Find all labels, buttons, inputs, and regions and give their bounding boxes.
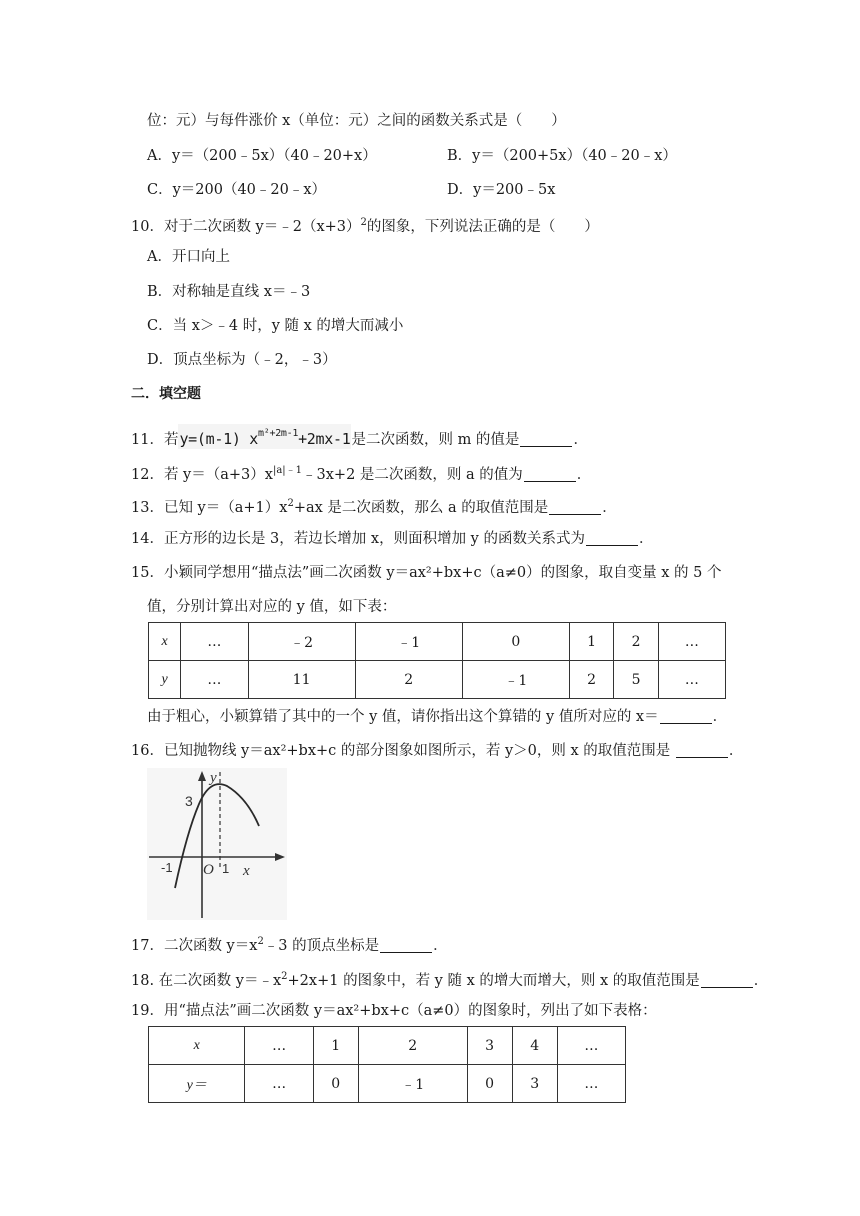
q19-table-row-y: [149, 1065, 626, 1103]
q18-prefix: 18. 在二次函数 y＝﹣x: [131, 973, 282, 989]
q12-end: ．: [576, 467, 592, 483]
q19-table-row-x: [149, 1027, 626, 1065]
q17-answer-blank[interactable]: [380, 937, 432, 953]
q19-stem: 19．用“描点法”画二次函数 y＝ax²+bx+c（a≠0）的图象时，列出了如下表格：: [131, 1003, 657, 1019]
q11-formula-image: [178, 424, 351, 449]
q9-option-a: A．y＝（200﹣5x）（40﹣20+x）: [147, 148, 377, 164]
q15-answer-blank[interactable]: [660, 708, 712, 724]
q15-line1: 15．小颖同学想用“描点法”画二次函数 y＝ax²+bx+c（a≠0）的图象，取自变量 x 的 5 个: [131, 565, 722, 581]
q18-stem: [131, 967, 768, 991]
table-cell: …: [181, 661, 248, 699]
q15-table-row-x: [149, 623, 726, 661]
table-cell: ﹣1: [355, 623, 462, 661]
table-cell: x: [149, 1027, 245, 1065]
q13-answer-blank[interactable]: [549, 499, 601, 515]
q11-answer-blank[interactable]: [520, 431, 572, 447]
q10-stem-pre: 10．对于二次函数 y＝﹣2（x+3）: [131, 219, 361, 235]
table-cell: 0: [467, 1065, 512, 1103]
table-cell: 2: [569, 661, 613, 699]
table-cell: …: [658, 661, 725, 699]
q15-end: ．: [712, 709, 728, 725]
q17-exponent: 2: [257, 936, 264, 947]
table-cell: ﹣1: [358, 1065, 467, 1103]
table-cell: 1: [313, 1027, 358, 1065]
x-tick-1: 1: [222, 861, 230, 876]
x-axis-label: x: [243, 863, 250, 879]
q13-prefix: 13．已知 y＝（a+1）x: [131, 500, 288, 516]
y-tick-3: 3: [185, 793, 193, 809]
x-tick-neg1: -1: [161, 860, 173, 875]
table-cell: 11: [248, 661, 355, 699]
table-cell: ﹣1: [462, 661, 569, 699]
q9-stem: 位：元）与每件涨价 x（单位：元）之间的函数关系式是（ ）: [147, 113, 566, 129]
q18-exponent: 2: [281, 971, 288, 982]
y-axis-label: y: [210, 770, 217, 786]
q18-end: ．: [753, 973, 769, 989]
q11-formula-base: y=(m-1) x: [179, 430, 259, 448]
table-cell: 2: [358, 1027, 467, 1065]
q10-stem-post: 的图象，下列说法正确的是（ ）: [366, 219, 599, 235]
q12-prefix: 12．若 y＝（a+3）x: [131, 467, 273, 483]
table-cell: y: [149, 661, 181, 699]
q17-end: ．: [433, 938, 448, 954]
q12-answer-blank[interactable]: [524, 466, 576, 482]
q17-text: ﹣3 的顶点坐标是: [263, 938, 380, 954]
q10-option-d: D．顶点坐标为（﹣2，﹣3）: [147, 352, 337, 368]
q17-stem: [131, 932, 448, 956]
q11-formula-exponent: m²+2m-1: [258, 428, 299, 439]
q19-table: [148, 1026, 626, 1103]
table-cell: …: [181, 623, 248, 661]
q16-answer-blank[interactable]: [676, 742, 728, 758]
q10-stem: [131, 213, 599, 237]
table-cell: 2: [614, 623, 658, 661]
q11-formula-tail: +2mx-1: [298, 430, 351, 448]
table-cell: 5: [614, 661, 658, 699]
table-cell: 2: [355, 661, 462, 699]
q10-stem-exponent: 2: [360, 217, 367, 228]
q15-table-row-y: [149, 661, 726, 699]
q9-option-d: D．y＝200﹣5x: [447, 182, 556, 198]
q16-stem: [131, 741, 743, 761]
table-cell: 3: [512, 1065, 557, 1103]
section-heading-fill-in: 二．填空题: [131, 386, 201, 402]
q10-option-b: B．对称轴是直线 x＝﹣3: [147, 284, 311, 300]
q13-end: ．: [602, 500, 617, 516]
table-cell: 4: [512, 1027, 557, 1065]
q10-option-a: A．开口向上: [147, 249, 230, 265]
table-cell: …: [658, 623, 725, 661]
q11-end: ．: [573, 432, 588, 448]
q12-exponent: |a|﹣1: [272, 465, 303, 476]
table-cell: 3: [467, 1027, 512, 1065]
graph-background: [147, 768, 287, 920]
q10-option-c: C．当 x＞﹣4 时，y 随 x 的增大而减小: [147, 318, 404, 334]
table-cell: 0: [313, 1065, 358, 1103]
q16-parabola-graph: [147, 768, 287, 920]
q11-text: 是二次函数，则 m 的值是: [351, 432, 520, 448]
table-cell: …: [557, 1027, 625, 1065]
q15-line2: 值，分别计算出对应的 y 值，如下表：: [147, 599, 397, 615]
q16-text: 16．已知抛物线 y＝ax²+bx+c 的部分图象如图所示，若 y＞0，则 x 的取值范围是: [131, 743, 671, 759]
origin-label: O: [203, 862, 214, 878]
table-cell: ﹣2: [248, 623, 355, 661]
q14-stem: [131, 529, 653, 549]
table-cell: x: [149, 623, 181, 661]
table-cell: …: [245, 1027, 313, 1065]
table-cell: …: [245, 1065, 313, 1103]
q15-table: [148, 622, 726, 699]
table-cell: …: [557, 1065, 625, 1103]
q13-text: +ax 是二次函数，那么 a 的取值范围是: [293, 500, 549, 516]
table-cell: 1: [569, 623, 613, 661]
q18-answer-blank[interactable]: [701, 972, 753, 988]
q17-prefix: 17．二次函数 y＝x: [131, 938, 258, 954]
q13-exponent: 2: [287, 498, 294, 509]
q11-prefix: 11．若: [131, 432, 179, 448]
q14-answer-blank[interactable]: [586, 530, 638, 546]
q12-text: ﹣3x+2 是二次函数，则 a 的值为: [302, 467, 523, 483]
q14-end: ．: [638, 531, 654, 547]
q14-text: 14．正方形的边长是 3，若边长增加 x，则面积增加 y 的函数关系式为: [131, 531, 585, 547]
q11-stem: [131, 424, 588, 450]
q15-after-text: 由于粗心，小颖算错了其中的一个 y 值，请你指出这个算错的 y 值所对应的 x＝: [147, 709, 659, 725]
table-cell: y＝: [149, 1065, 245, 1103]
q9-option-c: C．y＝200（40﹣20﹣x）: [147, 182, 327, 198]
q15-after-table: [147, 707, 727, 727]
q12-stem: [131, 461, 591, 485]
q16-end: ．: [728, 743, 744, 759]
table-cell: 0: [462, 623, 569, 661]
q13-stem: [131, 494, 617, 518]
q18-text: +2x+1 的图象中，若 y 随 x 的增大而增大，则 x 的取值范围是: [287, 973, 700, 989]
q9-option-b: B．y＝（200+5x）（40﹣20﹣x）: [447, 148, 677, 164]
